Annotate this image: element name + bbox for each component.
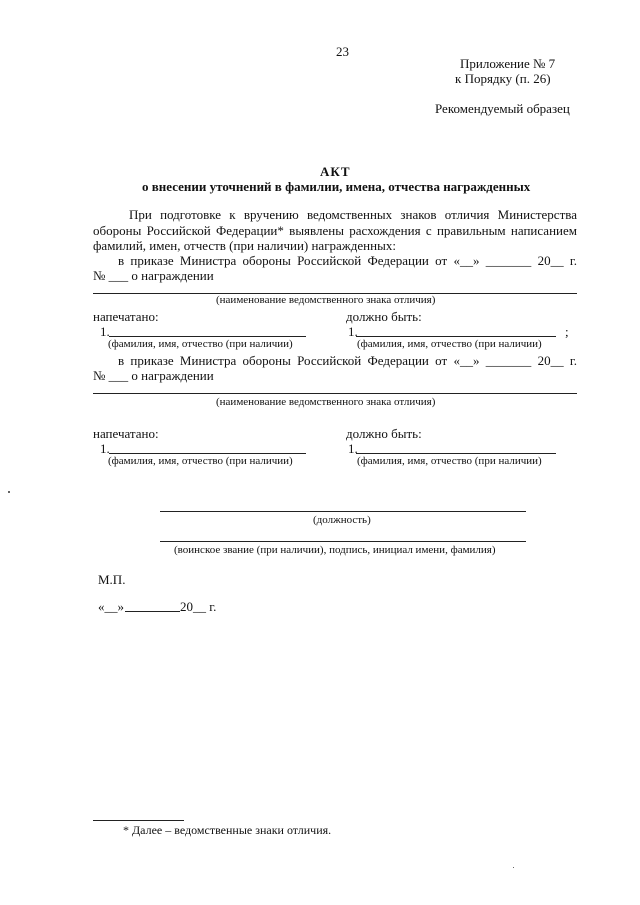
order-1-printed-number: 1. bbox=[100, 324, 110, 339]
document-title: АКТ bbox=[320, 164, 351, 179]
order-1-line-2: № ___ о награждении bbox=[93, 268, 214, 283]
position-line bbox=[160, 511, 526, 512]
order-1-should-line bbox=[356, 336, 556, 337]
seal-placeholder: М.П. bbox=[98, 572, 126, 587]
intro-line-1: При подготовке к вручению ведомственных знаков отличия Министерства bbox=[129, 207, 577, 222]
order-1-award-caption: (наименование ведомственного знака отличия) bbox=[216, 294, 436, 306]
order-1-should-label: должно быть: bbox=[346, 309, 422, 324]
order-2-line-2: № ___ о награждении bbox=[93, 368, 214, 383]
order-1-printed-line bbox=[109, 336, 306, 337]
scan-speck bbox=[8, 491, 10, 493]
intro-line-3: фамилий, имен, отчеств (при наличии) награжденных: bbox=[93, 238, 396, 253]
appendix-reference: к Порядку (п. 26) bbox=[455, 71, 551, 86]
order-2-should-number: 1. bbox=[348, 441, 358, 456]
date-year: 20__ г. bbox=[180, 599, 217, 614]
appendix-number: Приложение № 7 bbox=[460, 56, 556, 71]
order-2-line-1: в приказе Министра обороны Российской Федерации от «__» _______ 20__ г. bbox=[118, 353, 577, 368]
order-1-printed-caption: (фамилия, имя, отчество (при наличии) bbox=[108, 338, 293, 350]
footnote-text: * Далее – ведомственные знаки отличия. bbox=[123, 823, 332, 837]
order-2-printed-label: напечатано: bbox=[93, 426, 159, 441]
rank-signature-caption: (воинское звание (при наличии), подпись, инициал имени, фамилия) bbox=[174, 544, 496, 556]
order-2-should-line bbox=[356, 453, 556, 454]
order-2-award-line bbox=[93, 393, 577, 394]
order-2-printed-caption: (фамилия, имя, отчество (при наличии) bbox=[108, 455, 293, 467]
order-1-printed-label: напечатано: bbox=[93, 309, 159, 324]
order-1-should-caption: (фамилия, имя, отчество (при наличии) bbox=[357, 338, 542, 350]
order-1-line-1: в приказе Министра обороны Российской Федерации от «__» _______ 20__ г. bbox=[118, 253, 577, 268]
document-subtitle: о внесении уточнений в фамилии, имена, отчества награжденных bbox=[142, 179, 531, 194]
order-1-semicolon: ; bbox=[565, 324, 569, 339]
footnote-separator bbox=[93, 820, 184, 821]
intro-line-2: обороны Российской Федерации* выявлены расхождения с правильным написанием bbox=[93, 223, 577, 238]
recommended-sample-label: Рекомендуемый образец bbox=[435, 101, 570, 116]
date-day-month: «__» bbox=[98, 599, 124, 614]
order-2-printed-number: 1. bbox=[100, 441, 110, 456]
page-number: 23 bbox=[336, 44, 349, 59]
rank-signature-line bbox=[160, 541, 526, 542]
date-month-line bbox=[125, 611, 180, 612]
order-1-should-number: 1. bbox=[348, 324, 358, 339]
scan-speck bbox=[513, 867, 514, 868]
order-2-should-label: должно быть: bbox=[346, 426, 422, 441]
position-caption: (должность) bbox=[313, 514, 371, 526]
order-2-printed-line bbox=[109, 453, 306, 454]
order-2-should-caption: (фамилия, имя, отчество (при наличии) bbox=[357, 455, 542, 467]
order-2-award-caption: (наименование ведомственного знака отличия) bbox=[216, 396, 436, 408]
